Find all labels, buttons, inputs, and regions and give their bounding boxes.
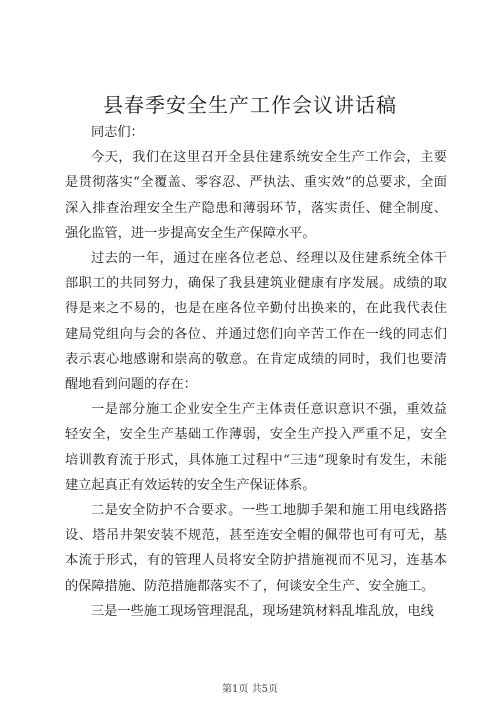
document-body <box>65 120 447 624</box>
salutation: 同志们： <box>91 125 144 140</box>
document-title: 县春季安全生产工作会议讲话稿 <box>103 93 397 117</box>
paragraph-4: 二是安全防护不合要求。一些工地脚手架和施工用电线路搭设、塔吊井架安装不规范，甚至连安全帽的佩带也可有可无，基本流于形式，有的管理人员将安全防护措施视而不见习，连基本的保障措施、防范措施都落实不了，何谈安全生产、安全施工。 <box>65 503 447 594</box>
paragraph-5: 三是一些施工现场管理混乱，现场建筑材料乱堆乱放，电线 <box>91 603 434 619</box>
paragraph-2: 过去的一年，通过在座各位老总、经理以及住建系统全体干部职工的共同努力，确保了我县建筑业健康有序发展。成绩的取得是来之不易的，也是在座各位辛勤付出换来的，在此我代表住建局党组向与会的各位、并通过您们向辛苦工作在一线的同志们表示衷心地感谢和崇高的敬意。在肯定成绩的同时，我们也要清醒地看到问题的存在： <box>65 251 447 393</box>
paragraph-1: 今天，我们在这里召开全县住建系统安全生产工作会，主要是贯彻落实“全覆盖、零容忍、严执法、重实效”的总要求，全面深入排查治理安全生产隐患和薄弱环节，落实责任、健全制度、强化监管，进一步提高安全生产保障水平。 <box>65 150 447 241</box>
paragraph-3: 一是部分施工企业安全生产主体责任意识意识不强，重效益轻安全，安全生产基础工作薄弱，安全生产投入严重不足，安全培训教育流于形式，具体施工过程中“三违”现象时有发生，未能建立起真正有效运转的安全生产保证体系。 <box>65 402 447 493</box>
page-number: 第1页 共5页 <box>222 684 278 695</box>
